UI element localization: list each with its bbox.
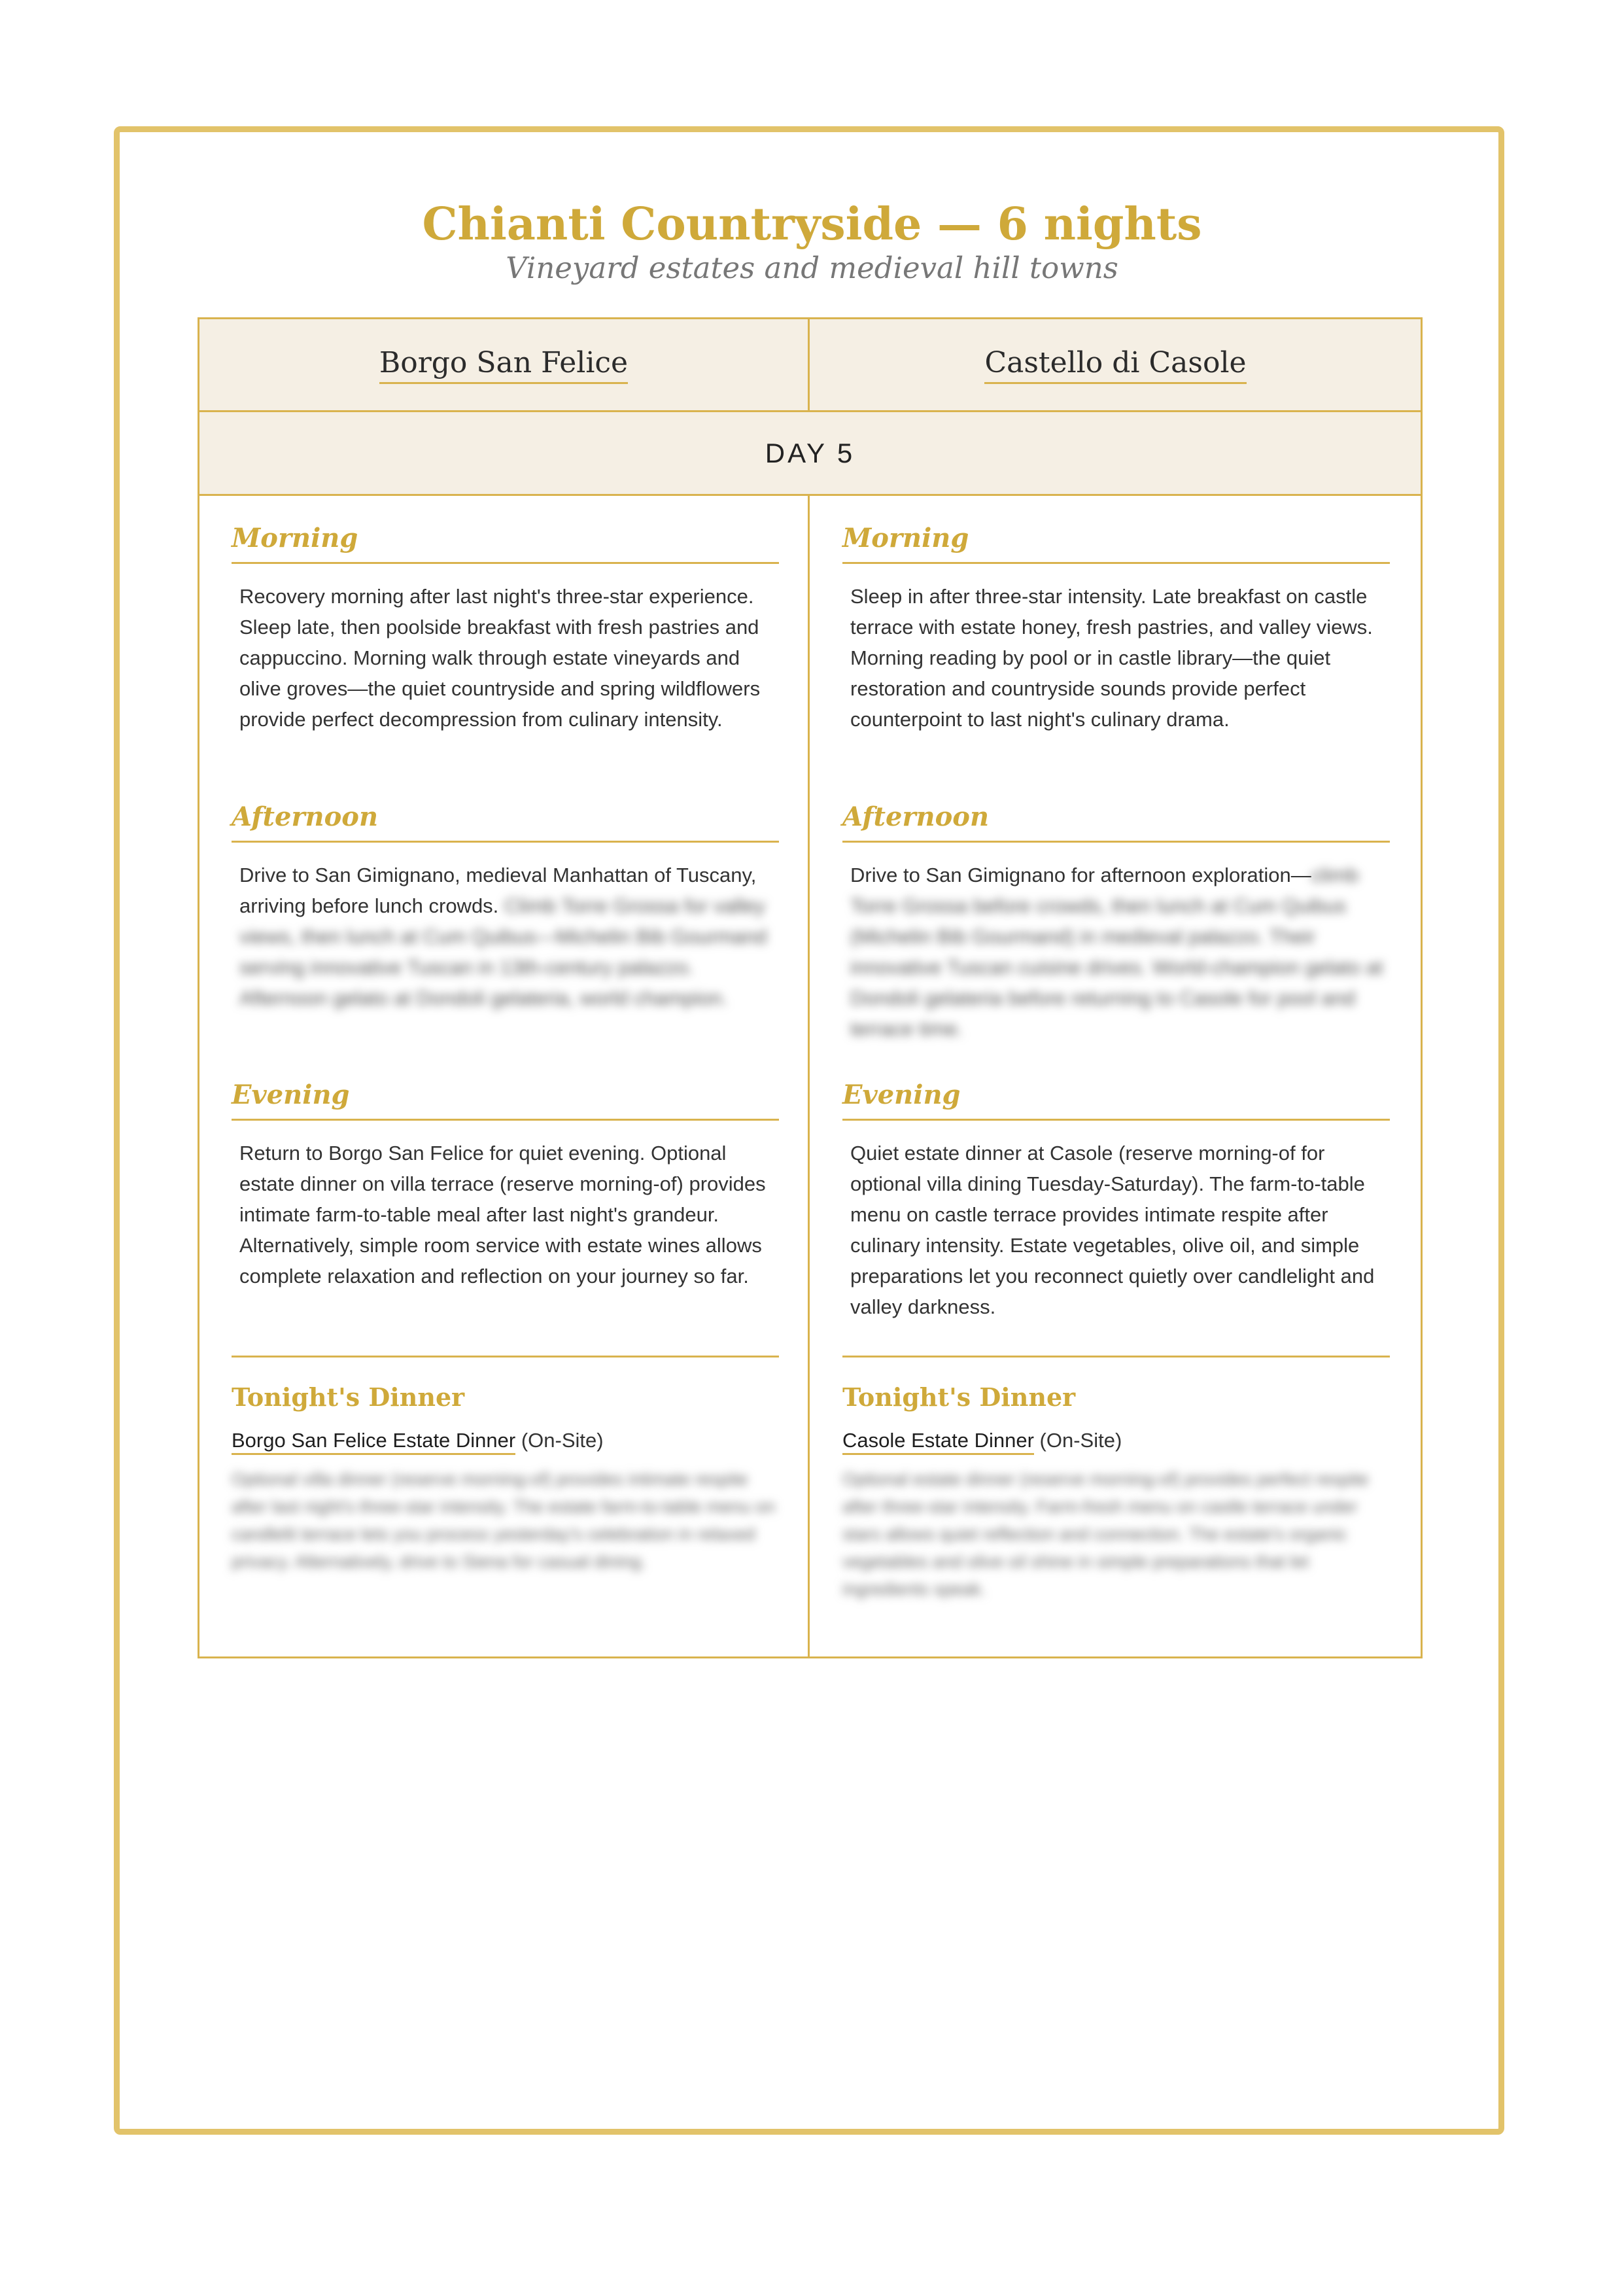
- afternoon-section: [842, 799, 1390, 1044]
- hotel-cell-right: [810, 319, 1421, 410]
- dinner-tag: (On-Site): [515, 1429, 604, 1452]
- morning-section: [232, 521, 779, 735]
- morning-section: [842, 521, 1390, 735]
- afternoon-heading: Afternoon: [232, 799, 779, 843]
- hotel-header-row: [199, 319, 1421, 412]
- dinner-divider: [232, 1356, 779, 1358]
- morning-text: Sleep in after three-star intensity. Late breakfast on castle terrace with estate honey, fresh pastries, and valley views. Morning reading by pool or in castle library—the quiet restoration and countryside sounds provide perfect counterpoint to last night's culinary drama.: [850, 585, 1373, 731]
- dinner-divider: [842, 1356, 1390, 1358]
- dinner-line: [232, 1429, 794, 1452]
- evening-text: Quiet estate dinner at Casole (reserve morning-of for optional villa dining Tuesday-Saturday). The farm-to-table menu on castle terrace provides intimate respite after culinary intensity. Estate vegetables, olive oil, and simple preparations let you reconnect quietly over candlelight and valley darkness.: [850, 1142, 1375, 1318]
- evening-text: Return to Borgo San Felice for quiet evening. Optional estate dinner on villa terrace (reserve morning-of) provides intimate farm-to-table meal after last night's grandeur. Alternatively, simple room service with estate wines allows complete relaxation and reflection on your journey so far.: [239, 1142, 766, 1288]
- dinner-link[interactable]: Casole Estate Dinner: [842, 1429, 1034, 1455]
- morning-heading: Morning: [842, 521, 1390, 564]
- dinner-heading: Tonight's Dinner: [232, 1382, 465, 1412]
- dinner-heading: Tonight's Dinner: [842, 1382, 1076, 1412]
- afternoon-heading: Afternoon: [842, 799, 1390, 843]
- afternoon-text-blurred: Climb Torre Grossa for valley views, then lunch at Cum Quibus—Michelin Bib Gourmand serving innovative Tuscan in 13th-century palazzo. Afternoon gelato at Dondoli gelateria, world champion.: [239, 894, 767, 1009]
- day-label: DAY 5: [765, 437, 855, 468]
- afternoon-text: [850, 860, 1393, 1044]
- morning-text: Recovery morning after last night's three-star experience. Sleep late, then poolside breakfast with fresh pastries and cappuccino. Morning walk through estate vineyards and olive groves—the quiet countryside and spring wildflowers provide perfect decompression from culinary intensity.: [239, 585, 761, 731]
- dinner-tag: (On-Site): [1033, 1429, 1122, 1452]
- morning-heading: Morning: [232, 521, 779, 564]
- evening-heading: Evening: [842, 1077, 1390, 1121]
- dinner-line: [842, 1429, 1405, 1452]
- column-left: [199, 496, 810, 1656]
- afternoon-text-clear: Drive to San Gimignano, medieval Manhattan of Tuscany, arriving before lunch crowds.: [239, 864, 757, 917]
- dinner-description: Optional villa dinner (reserve morning-of) provides intimate respite after last night's three-star intensity. The estate farm-to-table menu on candlelit terrace lets you process yesterday's celebration in relaxed privacy. Alternatively, drive to Siena for casual dining.: [232, 1469, 776, 1571]
- hotel-name-left[interactable]: Borgo San Felice: [379, 346, 628, 384]
- itinerary-table: [198, 317, 1423, 1658]
- day-header-row: [199, 412, 1421, 496]
- hotel-name-right[interactable]: Castello di Casole: [984, 346, 1246, 384]
- dinner-description: Optional estate dinner (reserve morning-of) provides perfect respite after three-star intensity. Farm-fresh menu on castle terrace under stars allows quiet reflection and connection. The estate's organic vegetables and olive oil shine in simple preparations that let ingredients speak.: [842, 1469, 1369, 1599]
- evening-section: [842, 1077, 1390, 1322]
- evening-heading: Evening: [232, 1077, 779, 1121]
- evening-section: [232, 1077, 779, 1291]
- page-subtitle: Vineyard estates and medieval hill towns: [506, 251, 1118, 285]
- page-title: Chianti Countryside — 6 nights: [422, 198, 1202, 251]
- hotel-cell-left: [199, 319, 810, 410]
- afternoon-text-clear: Drive to San Gimignano for afternoon exploration—: [850, 864, 1311, 886]
- afternoon-text: [239, 860, 782, 1013]
- afternoon-text-blurred: climb Torre Grossa before crowds, then lunch at Cum Quibus (Michelin Bib Gourmand) in medieval palazzo. Their innovative Tuscan cuisine drives. World-champion gelato at Dondoli gelateria before returning to Casole for pool and terrace time.: [850, 864, 1383, 1040]
- column-right: [810, 496, 1421, 1656]
- dinner-link[interactable]: Borgo San Felice Estate Dinner: [232, 1429, 515, 1455]
- afternoon-section: [232, 799, 779, 1013]
